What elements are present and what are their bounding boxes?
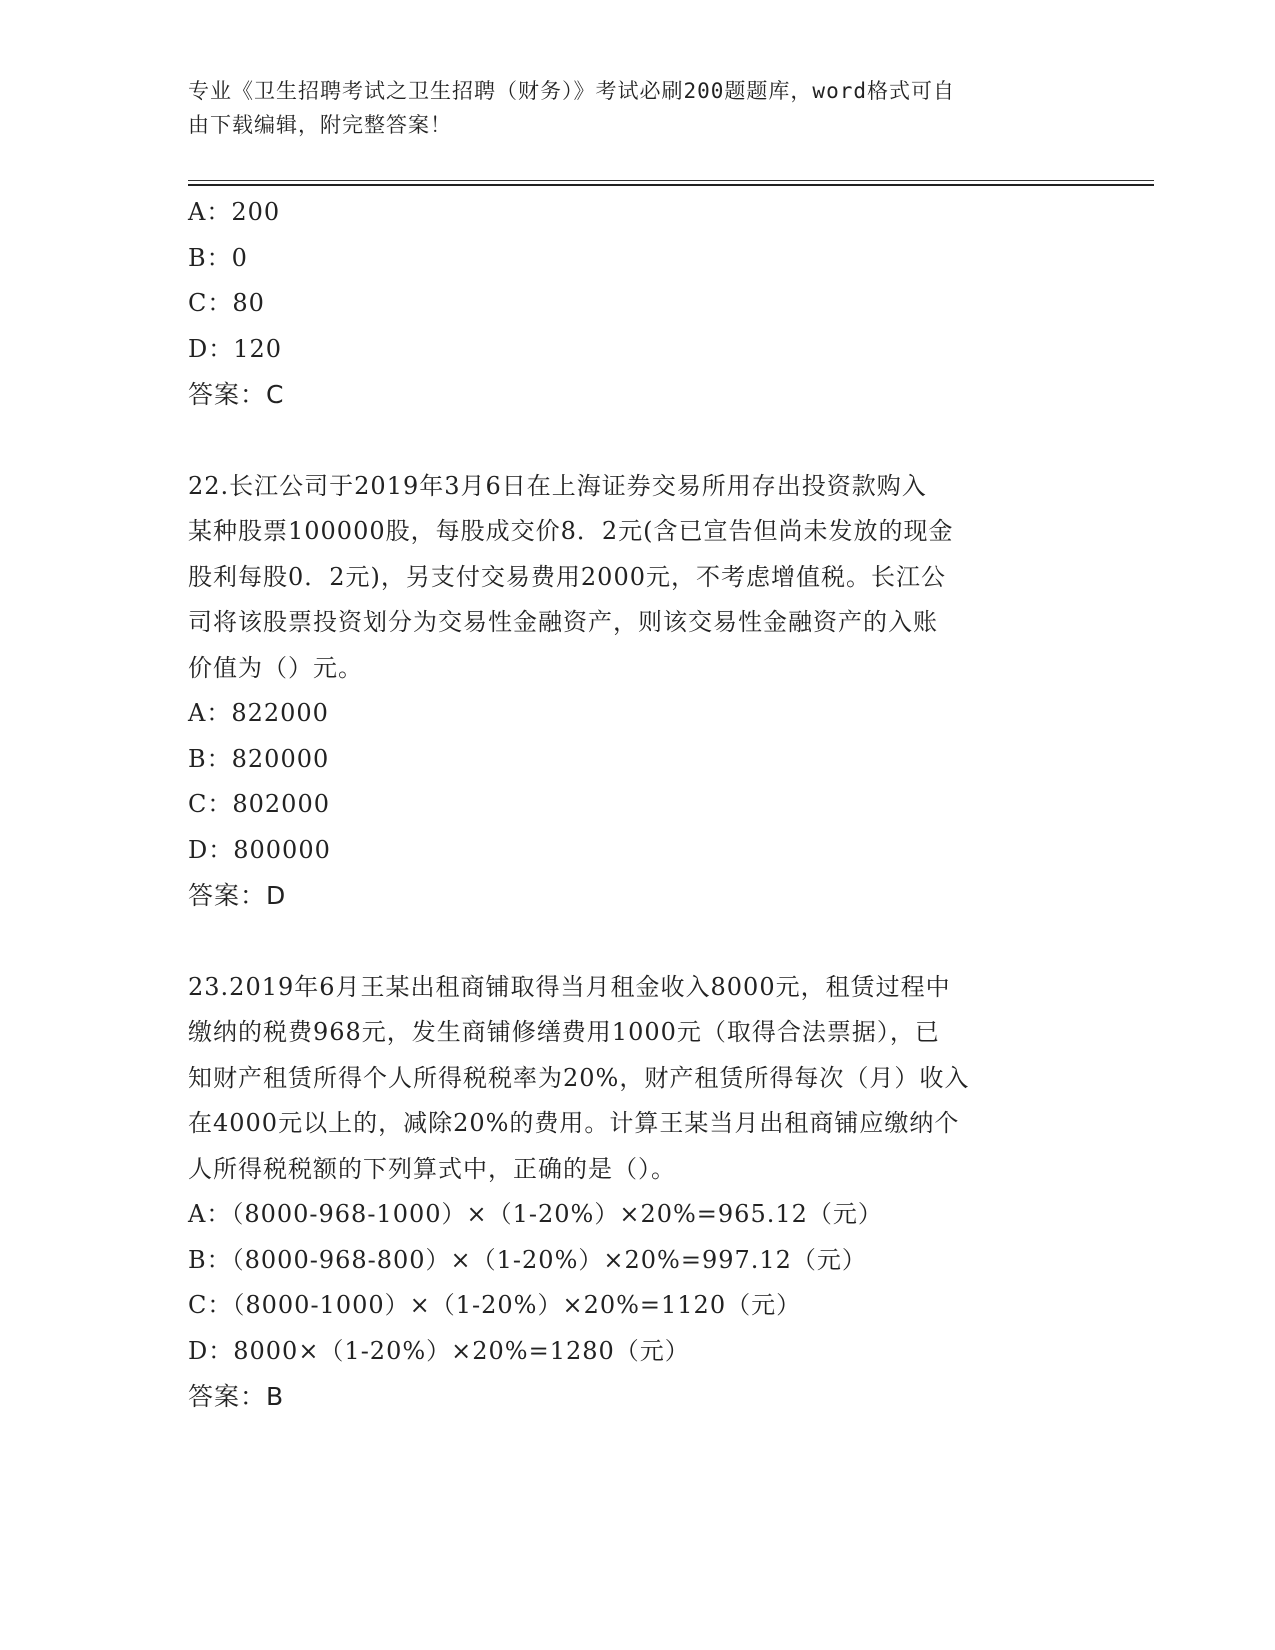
answer-label: 答案：B — [188, 1382, 285, 1411]
option-c: C：802000 — [188, 790, 330, 818]
question-text-line: 知财产租赁所得个人所得税税率为20%，财产租赁所得每次（月）收入 — [188, 1063, 970, 1092]
option-b: B：（8000-968-800）×（1-20%）×20%=997.12（元） — [188, 1245, 867, 1274]
question-text-line: 23.2019年6月王某出租商铺取得当月租金收入8000元，租赁过程中 — [188, 972, 951, 1001]
header-divider-thick — [188, 184, 1154, 186]
question-text-line: 价值为（）元。 — [188, 653, 363, 682]
question-text-line: 在4000元以上的，减除20%的费用。计算王某当月出租商铺应缴纳个 — [188, 1109, 960, 1137]
option-d: D：8000×（1-20%）×20%=1280（元） — [188, 1336, 690, 1365]
option-a: A：（8000-968-1000）×（1-20%）×20%=965.12（元） — [188, 1200, 883, 1228]
header-line-2: 由下载编辑，附完整答案！ — [188, 113, 452, 137]
question-text-line: 股利每股0．2元)，另支付交易费用2000元，不考虑增值税。长江公 — [188, 562, 946, 591]
spacer — [188, 919, 1088, 965]
document-header — [188, 74, 1088, 142]
question-text-line: 司将该股票投资划分为交易性金融资产，则该交易性金融资产的入账 — [188, 608, 938, 636]
option-c: C：（8000-1000）×（1-20%）×20%=1120（元） — [188, 1291, 802, 1319]
question-text-line: 某种股票100000股，每股成交价8．2元(含已宣告但尚未发放的现金 — [188, 517, 954, 545]
question-text-line: 人所得税税额的下列算式中，正确的是（）。 — [188, 1154, 676, 1183]
question-text-line: 缴纳的税费968元，发生商铺修缮费用1000元（取得合法票据），已 — [188, 1018, 940, 1046]
option-c: C：80 — [188, 289, 265, 317]
option-b: B：0 — [188, 243, 248, 272]
option-d: D：120 — [188, 334, 283, 363]
question-text-line: 22.长江公司于2019年3月6日在上海证券交易所用存出投资款购入 — [188, 471, 927, 500]
question-22-block — [188, 464, 1088, 919]
answer-label: 答案：D — [188, 881, 287, 910]
document-body — [188, 190, 1088, 1420]
answer-label: 答案：C — [188, 380, 285, 409]
header-line-1: 专业《卫生招聘考试之卫生招聘（财务）》考试必刷200题题库，word格式可自 — [188, 79, 955, 103]
option-d: D：800000 — [188, 835, 331, 864]
spacer — [188, 418, 1088, 464]
option-b: B：820000 — [188, 744, 330, 773]
option-a: A：822000 — [188, 699, 329, 727]
header-divider-thin — [188, 180, 1154, 181]
question-23-block — [188, 965, 1088, 1420]
question-21-block — [188, 190, 1088, 418]
option-a: A：200 — [188, 198, 281, 226]
